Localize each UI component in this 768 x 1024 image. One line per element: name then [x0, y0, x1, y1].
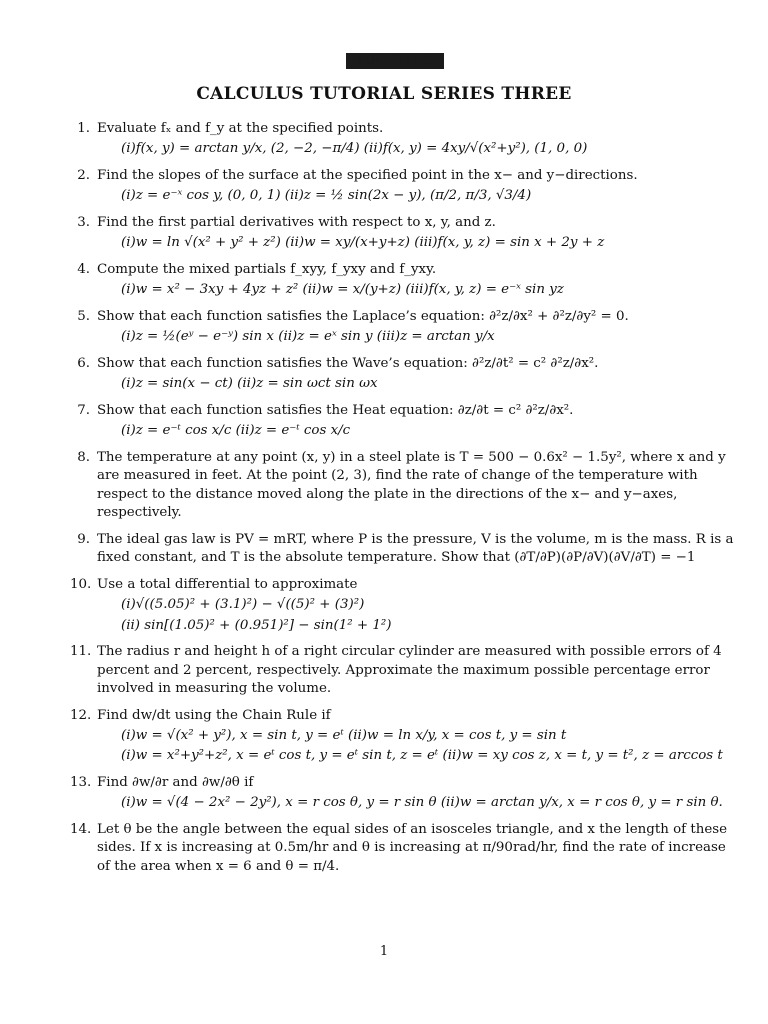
problem-text: Find the first partial derivatives with respect to x, y, and z. — [97, 215, 496, 230]
problem-text: The ideal gas law is PV = mRT, where P is the pressure, V is the volume, m is the mass. R is a fixed constant, and T is the absolute temperature. Show that (∂T/∂P)(∂P/∂V)(∂V/∂T) = −1 — [97, 531, 734, 566]
problem-13 — [70, 774, 734, 813]
problem-number: 2. — [77, 168, 90, 183]
problem-text: The temperature at any point (x, y) in a steel plate is T = 500 − 0.6x² − 1.5y², where x and y are measured in feet. At the point (2, 3), find the rate of change of the temperature with respect to the distance moved along the plate in the directions of the x− and y−axes, respectively. — [97, 450, 726, 521]
problem-parts: (i)z = ½(eʸ − e⁻ʸ) sin x (ii)z = eˣ sin y (iii)z = arctan y/x — [121, 329, 495, 345]
problem-number: 9. — [77, 531, 90, 547]
problem-parts: (i)w = x² − 3xy + 4yz + z² (ii)w = x/(y+z) (iii)f(x, y, z) = e⁻ˣ sin yz — [121, 282, 564, 298]
problem-parts: (i)z = sin(x − ct) (ii)z = sin ωct sin ωx — [121, 376, 378, 392]
problem-list — [70, 120, 734, 884]
problem-text: Find the slopes of the surface at the specified point in the x− and y−directions. — [97, 168, 638, 183]
problem-number: 1. — [77, 121, 90, 136]
problem-parts: (i)z = e⁻ˣ cos y, (0, 0, 1) (ii)z = ½ sin(2x − y), (π/2, π/3, √3/4) — [121, 188, 532, 204]
problem-5 — [70, 308, 734, 347]
problem-text: Compute the mixed partials f_xyy, f_yxy and f_yxy. — [97, 262, 437, 277]
problem-parts: (ii) sin[(1.05)² + (0.951)²] − sin(1² + 1²) — [121, 617, 392, 633]
problem-9 — [70, 531, 734, 568]
problem-8 — [70, 449, 734, 523]
problem-text: The radius r and height h of a right circular cylinder are measured with possible errors of 4 percent and 2 percent, respectively. Approximate the maximum possible percentage error involved in measuring the volume. — [97, 644, 722, 697]
problem-12 — [70, 707, 734, 766]
problem-4 — [70, 261, 734, 300]
problem-7 — [70, 402, 734, 441]
problem-text: Show that each function satisfies the Laplace’s equation: ∂²z/∂x² + ∂²z/∂y² = 0. — [97, 309, 629, 324]
problem-parts: (i)f(x, y) = arctan y/x, (2, −2, −π/4) (ii)f(x, y) = 4xy/√(x²+y²), (1, 0, 0) — [121, 141, 588, 157]
problem-14 — [70, 821, 734, 876]
problem-parts: (i)w = ln √(x² + y² + z²) (ii)w = xy/(x+y+z) (iii)f(x, y, z) = sin x + 2y + z — [121, 235, 605, 251]
problem-10 — [70, 576, 734, 635]
institution-tag: IUC-SEAS — [346, 53, 444, 69]
problem-text: Find ∂w/∂r and ∂w/∂θ if — [97, 775, 254, 791]
problem-text: Find dw/dt using the Chain Rule if — [97, 707, 331, 723]
problem-number: 4. — [77, 262, 90, 277]
problem-11 — [70, 643, 734, 698]
problem-parts: (i)w = √(4 − 2x² − 2y²), x = r cos θ, y = r sin θ (ii)w = arctan y/x, x = r cos θ, y = r sin θ. — [121, 795, 723, 811]
problem-number: 6. — [77, 356, 90, 371]
problem-number: 11. — [70, 644, 92, 660]
problem-parts: (i)w = x²+y²+z², x = eᵗ cos t, y = eᵗ sin t, z = eᵗ (ii)w = xy cos z, x = t, y = t², z = arccos t — [121, 748, 723, 764]
problem-number: 5. — [77, 309, 90, 324]
problem-number: 13. — [70, 775, 92, 791]
problem-parts: (i)w = √(x² + y²), x = sin t, y = eᵗ (ii)w = ln x/y, x = cos t, y = sin t — [121, 728, 567, 744]
problem-number: 14. — [70, 822, 92, 838]
problem-parts: (i)√((5.05)² + (3.1)²) − √((5)² + (3)²) — [121, 597, 365, 613]
problem-3 — [70, 214, 734, 253]
page-number: 1 — [379, 944, 389, 959]
problem-number: 8. — [77, 450, 90, 465]
problem-2 — [70, 167, 734, 206]
problem-number: 12. — [70, 707, 92, 723]
problem-number: 7. — [77, 403, 90, 418]
problem-number: 10. — [70, 576, 92, 592]
problem-text: Evaluate fₓ and f_y at the specified points. — [97, 121, 384, 136]
problem-text: Let θ be the angle between the equal sides of an isosceles triangle, and x the length of these sides. If x is increasing at 0.5m/hr and θ is increasing at π/90rad/hr, find the rate of increase of the area when x = 6 and θ = π/4. — [97, 822, 728, 874]
problem-6 — [70, 355, 734, 394]
page-title: CALCULUS TUTORIAL SERIES THREE — [196, 84, 572, 104]
problem-text: Show that each function satisfies the Wave’s equation: ∂²z/∂t² = c² ∂²z/∂x². — [97, 356, 599, 371]
problem-1 — [70, 120, 734, 159]
problem-text: Show that each function satisfies the Heat equation: ∂z/∂t = c² ∂²z/∂x². — [97, 403, 574, 418]
problem-text: Use a total differential to approximate — [97, 576, 358, 592]
problem-parts: (i)z = e⁻ᵗ cos x/c (ii)z = e⁻ᵗ cos x/c — [121, 423, 351, 439]
problem-number: 3. — [77, 215, 90, 230]
